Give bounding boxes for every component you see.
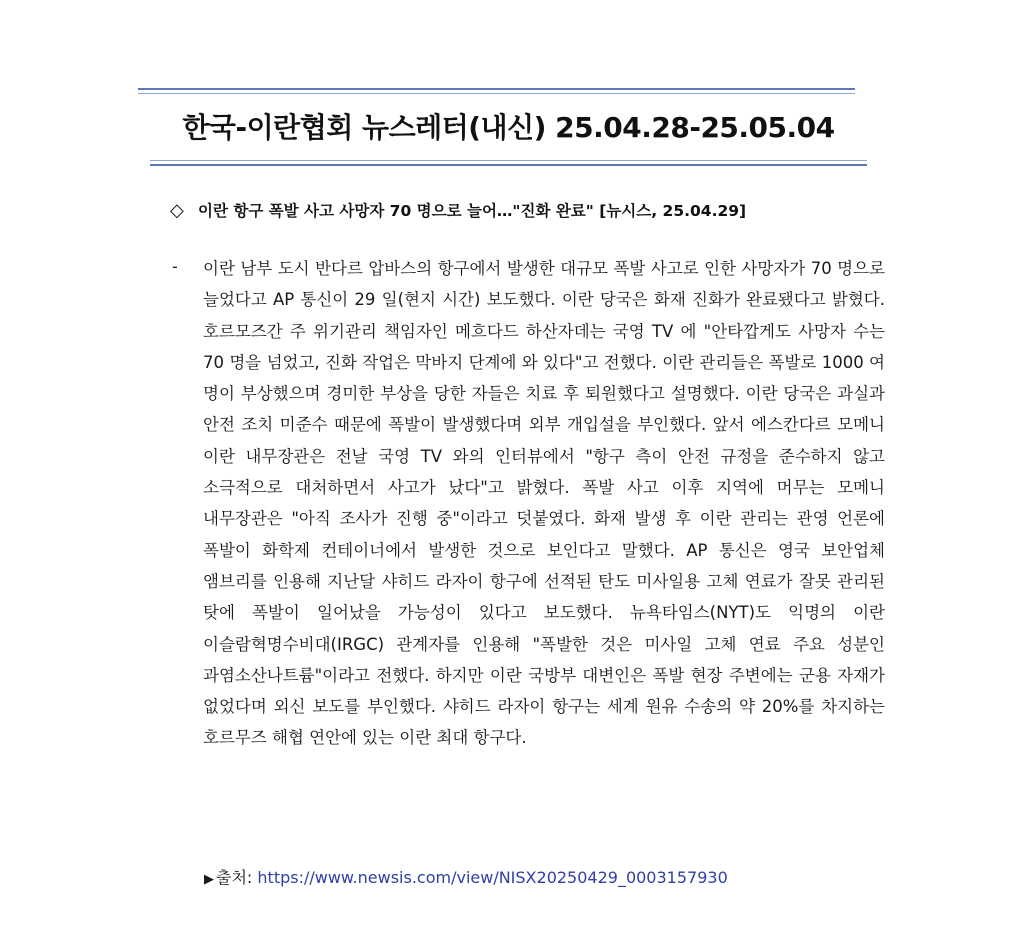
title-rule-top-thick bbox=[138, 88, 855, 90]
article-body: 이란 남부 도시 반다르 압바스의 항구에서 발생한 대규모 폭발 사고로 인한 사망자가 70 명으로 늘었다고 AP 통신이 29 일(현지 시간) 보도했다. 이란 당국은 화재 진화가 완료됐다고 밝혔다. 호르모즈간 주 위기관리 책임자인 메흐다드 하산자데는 국영 TV 에 "안타깝게도 사망자 수는 70 명을 넘었고, 진화 작업은 막바지 단계에 와 있다"고 전했다. 이란 관리들은 폭발로 1000 여 명이 부상했으며 경미한 부상을 당한 자들은 치료 후 퇴원했다고 설명했다. 이란 당국은 과실과 안전 조치 미준수 때문에 폭발이 발생했다며 외부 개입설을 부인했다. 앞서 에스칸다르 모메니 이란 내무장관은 전날 국영 TV 와의 인터뷰에서 "항구 측이 안전 규정을 준수하지 않고 소극적으로 대처하면서 사고가 났다"고 밝혔다. 폭발 사고 이후 지역에 머무는 모메니 내무장관은 "아직 조사가 진행 중"이라고 덧붙였다. 화재 발생 후 이란 관리는 관영 언론에 폭발이 화학제 컨테이너에서 발생한 것으로 보인다고 말했다. AP 통신은 영국 보안업체 앰브리를 인용해 지난달 샤히드 라자이 항구에 선적된 탄도 미사일용 고체 연료가 잘못 관리된 탓에 폭발이 일어났을 가능성이 있다고 보도했다. 뉴욕타임스(NYT)도 익명의 이란 이슬람혁명수비대(IRGC) 관계자를 인용해 "폭발한 것은 미사일 고체 연료 주요 성분인 과염소산나트륨"이라고 전했다. 하지만 이란 국방부 대변인은 폭발 현장 주변에는 군용 자재가 없었다며 외신 보도를 부인했다. 샤히드 라자이 항구는 세계 원유 수송의 약 20%를 차지하는 호르무즈 해협 연안에 있는 이란 최대 항구다. bbox=[203, 259, 885, 748]
article-headline-row bbox=[170, 199, 746, 221]
source-link[interactable]: https://www.newsis.com/view/NISX20250429_0003157930 bbox=[257, 868, 728, 887]
title-rule-bottom-thin bbox=[150, 160, 867, 161]
title-rule-top-thin bbox=[138, 93, 855, 94]
article-headline: 이란 항구 폭발 사고 사망자 70 명으로 늘어…"진화 완료" [뉴시스, 25.04.29] bbox=[198, 202, 747, 220]
triangle-right-icon: ▶ bbox=[204, 872, 214, 887]
diamond-outline-icon: ◇ bbox=[170, 200, 184, 221]
source-label: 출처: bbox=[216, 868, 253, 887]
title-rule-bottom-thick bbox=[150, 164, 867, 166]
source-line bbox=[204, 865, 728, 888]
newsletter-title: 한국-이란협회 뉴스레터(내신) 25.04.28-25.05.04 bbox=[182, 111, 835, 144]
list-marker: - bbox=[172, 257, 178, 276]
